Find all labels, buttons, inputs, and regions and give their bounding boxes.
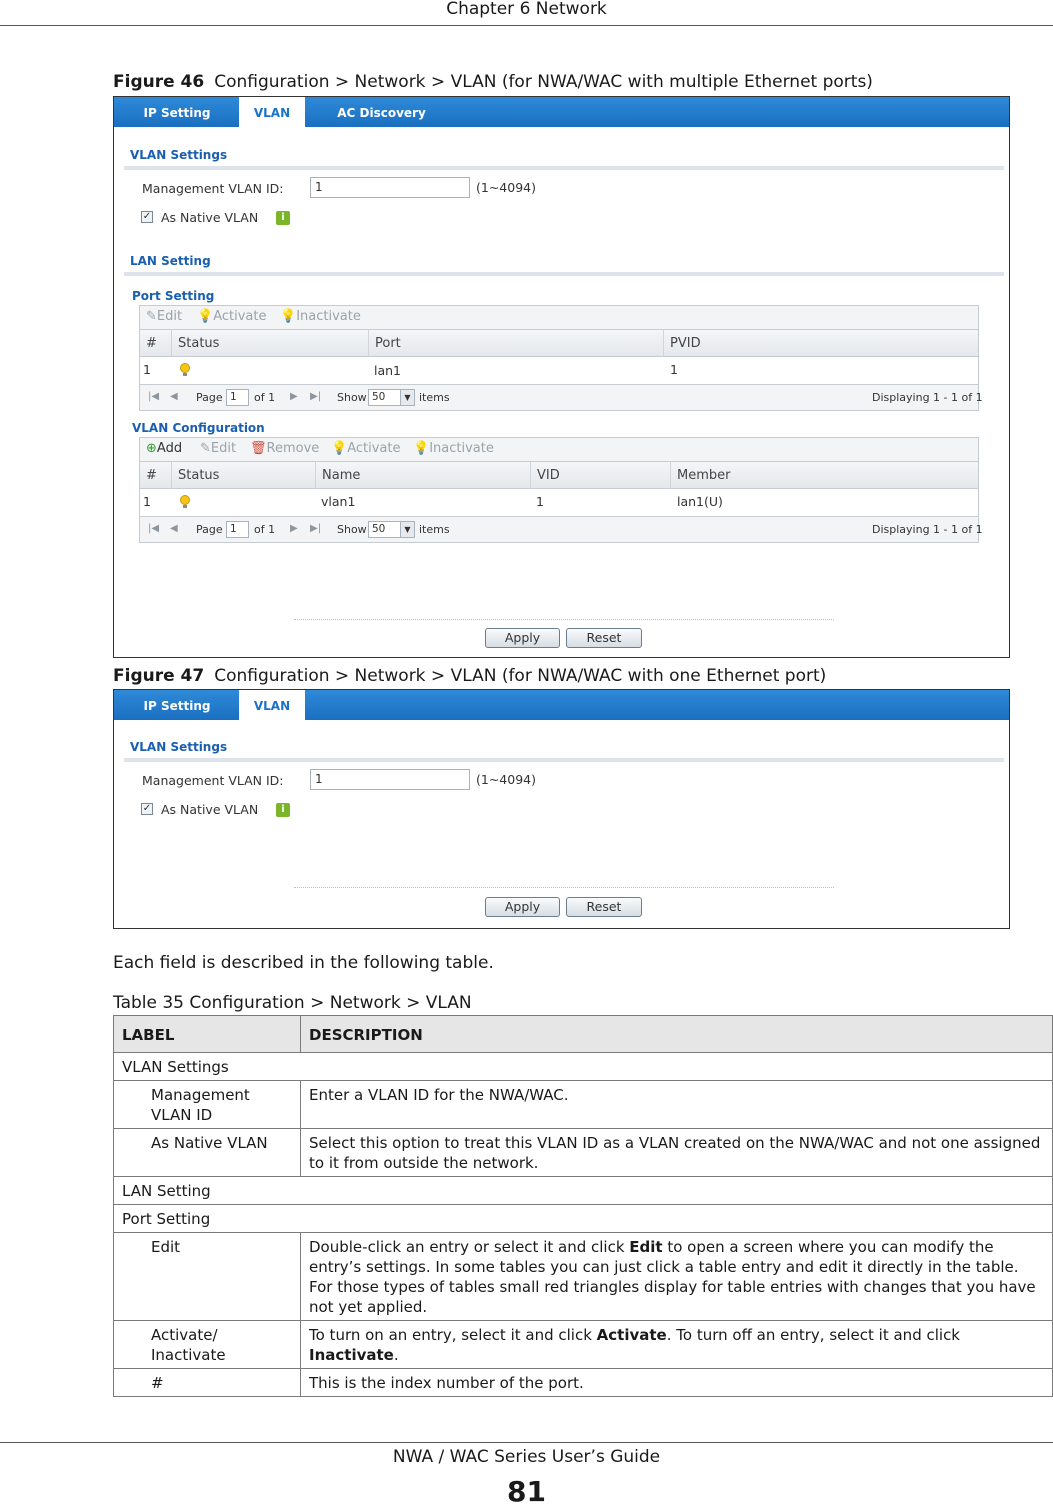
native-vlan-label: As Native VLAN — [161, 210, 259, 225]
pager-items-label: items — [419, 391, 450, 404]
pager-page-label: Page — [196, 391, 223, 404]
port-inactivate-label: Inactivate — [296, 309, 361, 324]
footer-divider — [0, 1442, 1053, 1443]
col-name[interactable]: Name — [316, 462, 531, 489]
figure-47-screenshot — [113, 689, 1010, 929]
reset-button[interactable]: Reset — [566, 628, 642, 648]
vlan-edit-button[interactable] — [200, 441, 236, 456]
table-row — [114, 1369, 1053, 1397]
pager-page-label: Page — [196, 523, 223, 536]
apply-button[interactable]: Apply — [485, 897, 560, 917]
tab-bar — [114, 690, 1009, 720]
chevron-down-icon: ▼ — [400, 390, 414, 405]
vlan-pager — [140, 516, 983, 542]
col-status[interactable]: Status — [172, 462, 316, 489]
pager-items-label: items — [419, 523, 450, 536]
native-vlan-checkbox[interactable]: ✓ — [142, 211, 152, 222]
mgmt-vlan-input[interactable]: 1 — [310, 769, 470, 790]
table-header-row — [114, 1016, 1053, 1053]
table-row — [114, 1321, 1053, 1369]
col-pvid[interactable]: PVID — [670, 336, 701, 351]
edit-icon: ✎ — [200, 441, 211, 456]
desc-bold: Edit — [629, 1238, 663, 1256]
page-number: 81 — [507, 1475, 546, 1508]
section-divider — [124, 166, 1004, 170]
info-icon[interactable]: i — [276, 211, 290, 225]
vlan-remove-button[interactable] — [250, 441, 319, 456]
mgmt-vlan-range: (1~4094) — [476, 772, 536, 787]
chevron-down-icon: ▼ — [400, 522, 414, 537]
port-grid-header — [140, 330, 978, 357]
row-description: Select this option to treat this VLAN ID as a VLAN created on the NWA/WAC and not one assigned to it from outside the network. — [301, 1129, 1053, 1177]
row-description: Enter a VLAN ID for the NWA/WAC. — [301, 1081, 1053, 1129]
row-pvid: 1 — [670, 362, 678, 377]
desc-text: to open a screen where you can modify the entry’s settings. In some tables you can just click a table entry and edit it directly in the table. For those types of tables small red triangles display for table entries with changes that you have not yet applied. — [309, 1238, 1036, 1316]
next-page-icon[interactable]: ▶ — [290, 391, 298, 402]
section-divider — [124, 758, 1004, 762]
mgmt-vlan-label: Management VLAN ID: — [142, 773, 284, 788]
page-size-value: 50 — [372, 391, 386, 403]
last-page-icon[interactable]: ▶| — [310, 391, 322, 402]
figure-46-label: Figure 46 — [113, 72, 205, 92]
pager-show-label: Show — [337, 523, 367, 536]
pager-of-label: of 1 — [254, 523, 276, 536]
vlan-activate-label: Activate — [347, 441, 401, 456]
table-row — [114, 1129, 1053, 1177]
port-setting-title: Port Setting — [132, 289, 215, 303]
vlan-config-grid — [139, 437, 983, 543]
page-number-input[interactable]: 1 — [226, 389, 249, 406]
vlan-edit-label: Edit — [210, 441, 237, 456]
pager-of-label: of 1 — [254, 391, 276, 404]
description-table — [113, 1015, 1053, 1397]
section-row: Port Setting — [114, 1205, 1053, 1233]
figure-46-screenshot — [113, 96, 1010, 658]
row-number: 1 — [143, 362, 151, 377]
table-row — [114, 1081, 1053, 1129]
tab-ip-setting[interactable]: IP Setting — [143, 699, 211, 713]
page-size-value: 50 — [372, 523, 386, 535]
section-row: LAN Setting — [114, 1177, 1053, 1205]
add-icon: ⊕ — [146, 441, 157, 456]
row-description — [301, 1233, 1053, 1321]
last-page-icon[interactable]: ▶| — [310, 523, 322, 534]
port-edit-label: Edit — [156, 309, 183, 324]
pager-show-label: Show — [337, 391, 367, 404]
section-divider — [124, 272, 1004, 276]
description-header: DESCRIPTION — [301, 1016, 1053, 1053]
tab-ip-setting[interactable]: IP Setting — [143, 106, 211, 120]
first-page-icon[interactable]: |◀ — [148, 523, 160, 534]
desc-bold: Inactivate — [309, 1346, 394, 1364]
port-pager — [140, 384, 983, 410]
status-bulb-icon — [180, 363, 190, 377]
tab-vlan[interactable]: VLAN — [239, 97, 305, 127]
desc-text: . — [393, 1346, 399, 1364]
page-size-select[interactable] — [368, 521, 415, 538]
button-divider — [294, 619, 834, 620]
mgmt-vlan-range: (1~4094) — [476, 180, 536, 195]
vlan-inactivate-label: Inactivate — [429, 441, 494, 456]
desc-bold: Activate — [596, 1326, 667, 1344]
mgmt-vlan-input[interactable]: 1 — [310, 177, 470, 198]
col-port[interactable]: Port — [369, 330, 664, 357]
chapter-header — [0, 0, 1053, 26]
native-vlan-checkbox[interactable]: ✓ — [142, 803, 152, 814]
bulb-on-icon: 💡 — [197, 309, 214, 324]
vlan-toolbar — [140, 438, 978, 462]
figure-47-caption — [113, 666, 826, 686]
native-vlan-label: As Native VLAN — [161, 802, 259, 817]
vlan-inactivate-button[interactable] — [413, 441, 494, 456]
body-paragraph: Each field is described in the following table. — [113, 953, 494, 973]
next-page-icon[interactable]: ▶ — [290, 523, 298, 534]
label-header: LABEL — [114, 1016, 301, 1053]
page-size-select[interactable] — [368, 389, 415, 406]
section-row: VLAN Settings — [114, 1053, 1053, 1081]
table-row — [114, 1177, 1053, 1205]
figure-47-label: Figure 47 — [113, 666, 205, 686]
bulb-off-icon: 💡 — [280, 309, 297, 324]
row-label: # — [114, 1369, 301, 1397]
vlan-remove-label: Remove — [266, 441, 320, 456]
row-description: This is the index number of the port. — [301, 1369, 1053, 1397]
page-number-input[interactable]: 1 — [226, 521, 249, 538]
reset-button[interactable]: Reset — [566, 897, 642, 917]
prev-page-icon[interactable]: ◀ — [170, 391, 178, 402]
pager-displaying: Displaying 1 - 1 of 1 — [872, 523, 983, 536]
col-number[interactable]: # — [140, 462, 172, 489]
col-member[interactable]: Member — [677, 468, 731, 483]
port-setting-grid — [139, 305, 983, 411]
desc-text: Double-click an entry or select it and click — [309, 1238, 630, 1256]
table-row — [114, 1233, 1053, 1321]
mgmt-vlan-label: Management VLAN ID: — [142, 181, 284, 196]
first-page-icon[interactable]: |◀ — [148, 391, 160, 402]
row-label: Activate/ Inactivate — [114, 1321, 301, 1369]
row-name: vlan1 — [321, 494, 356, 509]
col-status[interactable]: Status — [172, 330, 369, 357]
port-edit-button[interactable] — [146, 309, 182, 324]
figure-46-caption — [113, 72, 873, 92]
port-inactivate-button[interactable] — [280, 309, 361, 324]
row-number: 1 — [143, 494, 151, 509]
tab-ac-discovery[interactable]: AC Discovery — [337, 106, 426, 120]
vlan-settings-title: VLAN Settings — [130, 740, 228, 754]
port-activate-button[interactable] — [197, 309, 266, 324]
button-divider — [294, 887, 834, 888]
chapter-title: Chapter 6 Network — [446, 0, 607, 19]
figure-47-text: Configuration > Network > VLAN (for NWA/WAC with one Ethernet port) — [214, 666, 827, 686]
vlan-grid-header — [140, 462, 978, 489]
desc-text: . To turn off an entry, select it and click — [666, 1326, 960, 1344]
table-caption: Table 35 Configuration > Network > VLAN — [113, 993, 472, 1013]
vlan-add-label: Add — [156, 441, 183, 456]
bulb-off-icon: 💡 — [413, 441, 430, 456]
row-description — [301, 1321, 1053, 1369]
vlan-activate-button[interactable] — [331, 441, 400, 456]
info-icon[interactable]: i — [276, 803, 290, 817]
vlan-configuration-title: VLAN Configuration — [132, 421, 265, 435]
footer-guide-title: NWA / WAC Series User’s Guide — [392, 1447, 661, 1467]
desc-text: To turn on an entry, select it and click — [309, 1326, 597, 1344]
col-number[interactable]: # — [140, 330, 172, 357]
vlan-settings-title: VLAN Settings — [130, 148, 228, 162]
port-activate-label: Activate — [213, 309, 267, 324]
pager-displaying: Displaying 1 - 1 of 1 — [872, 391, 983, 404]
row-label: Edit — [114, 1233, 301, 1321]
row-member: lan1(U) — [677, 494, 723, 509]
prev-page-icon[interactable]: ◀ — [170, 523, 178, 534]
lan-setting-title: LAN Setting — [130, 254, 211, 268]
figure-46-text: Configuration > Network > VLAN (for NWA/WAC with multiple Ethernet ports) — [214, 72, 873, 92]
port-toolbar — [140, 306, 978, 330]
tab-vlan[interactable]: VLAN — [239, 690, 305, 720]
row-label: As Native VLAN — [114, 1129, 301, 1177]
apply-button[interactable]: Apply — [485, 628, 560, 648]
row-vid: 1 — [536, 494, 544, 509]
table-row — [114, 1053, 1053, 1081]
edit-icon: ✎ — [146, 309, 157, 324]
row-port: lan1 — [374, 363, 402, 378]
row-label: Management VLAN ID — [114, 1081, 301, 1129]
tab-bar — [114, 97, 1009, 127]
status-bulb-icon — [180, 495, 190, 509]
trash-icon: 🗑 — [250, 441, 267, 456]
table-row — [114, 1205, 1053, 1233]
col-vid[interactable]: VID — [531, 462, 671, 489]
vlan-add-button[interactable] — [146, 441, 182, 456]
bulb-on-icon: 💡 — [331, 441, 348, 456]
